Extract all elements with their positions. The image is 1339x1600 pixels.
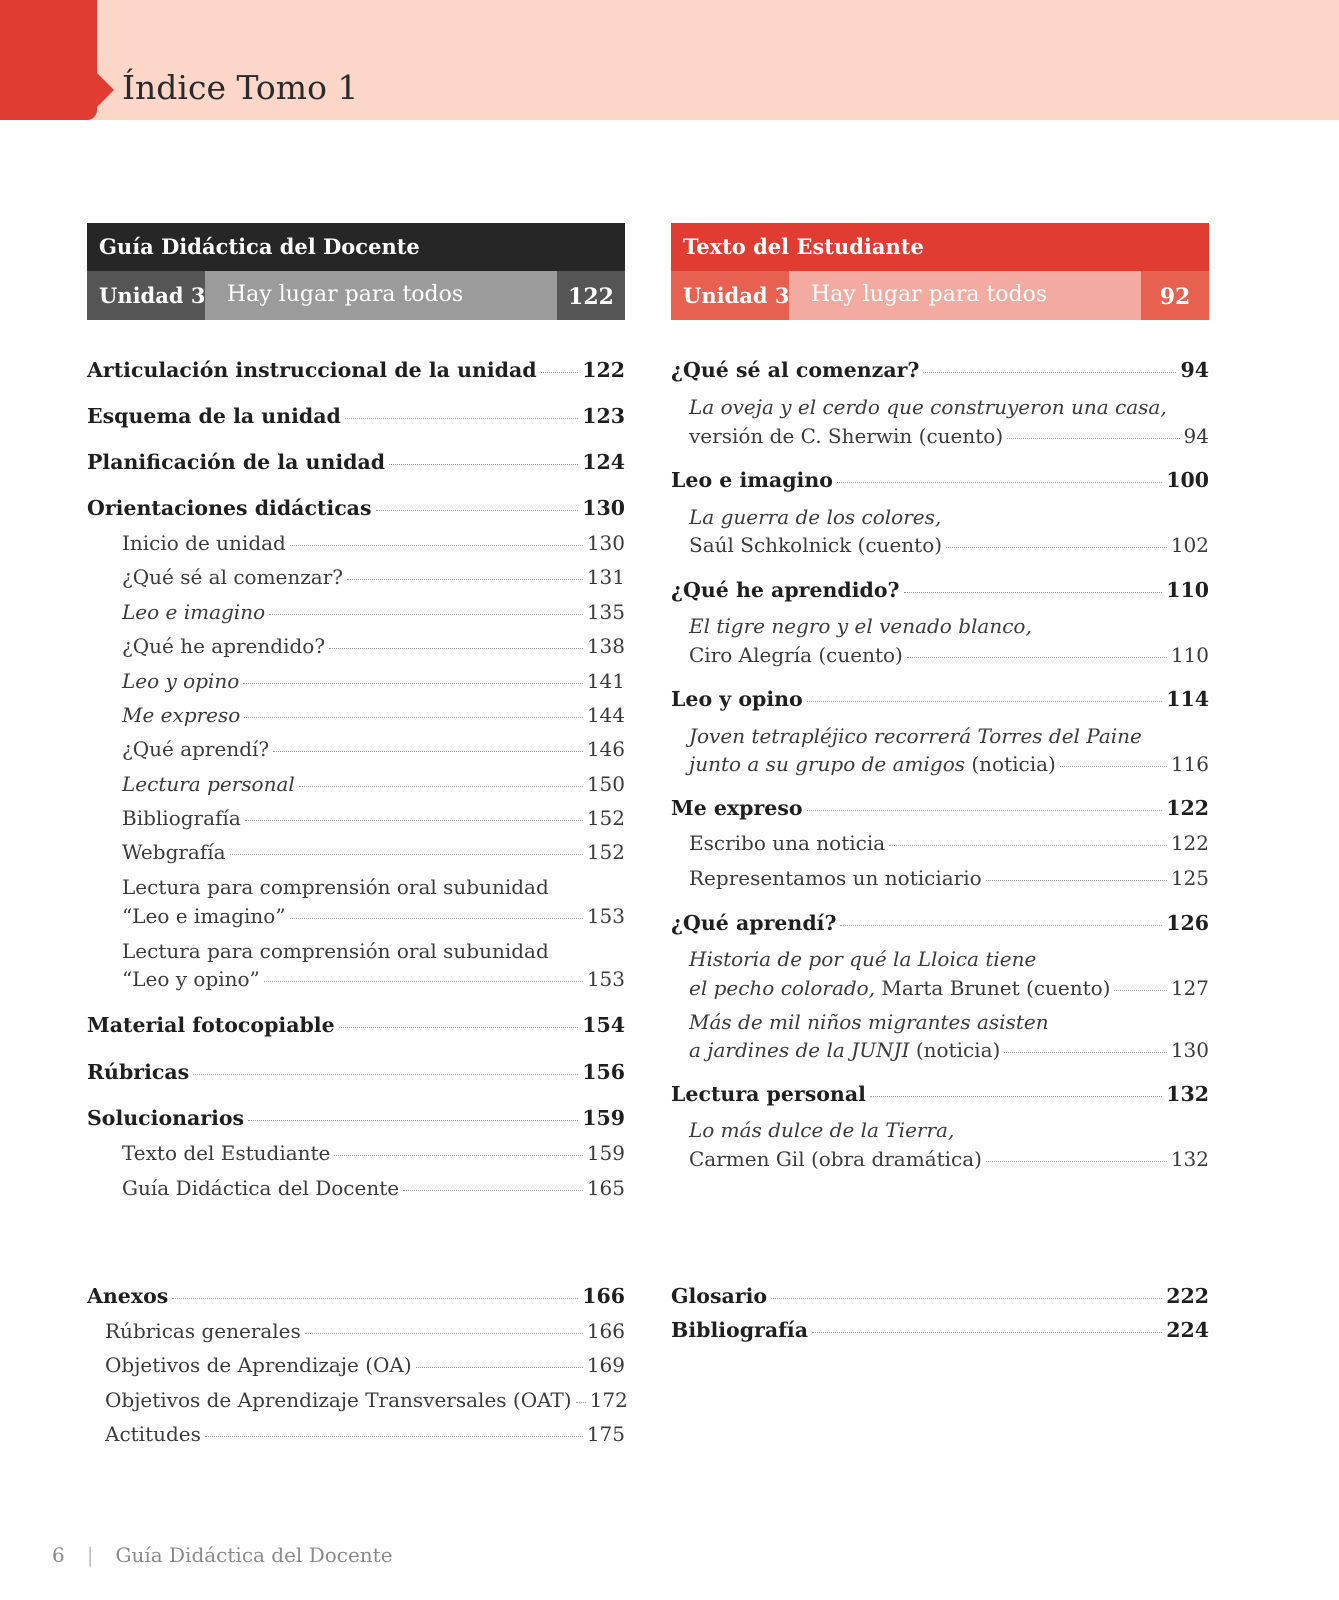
toc-entry-page: 165 bbox=[586, 1176, 625, 1200]
toc-entry-page: 110 bbox=[1170, 643, 1209, 667]
toc-entry-title: ¿Qué he aprendido? bbox=[671, 578, 900, 602]
toc-subentry[interactable] bbox=[689, 1147, 1209, 1171]
toc-leader bbox=[416, 1367, 583, 1368]
toc-entry-page: 116 bbox=[1170, 752, 1209, 776]
toc-entry-page: 126 bbox=[1166, 911, 1209, 935]
toc-entry-page: 125 bbox=[1170, 866, 1209, 890]
toc-entry-title-type: (noticia) bbox=[965, 752, 1056, 776]
toc-leader bbox=[230, 854, 583, 855]
toc-leader bbox=[347, 579, 583, 580]
toc-leader bbox=[376, 510, 579, 511]
toc-entry-title: Lectura personal bbox=[122, 772, 295, 796]
toc-subentry[interactable] bbox=[689, 831, 1209, 855]
toc-entry[interactable] bbox=[87, 1013, 625, 1037]
toc-subentry[interactable] bbox=[105, 1388, 628, 1412]
toc-subentry[interactable] bbox=[689, 866, 1209, 890]
toc-subentry-line1: Lo más dulce de la Tierra, bbox=[689, 1118, 955, 1142]
toc-subentry[interactable] bbox=[122, 904, 625, 928]
toc-entry[interactable] bbox=[671, 468, 1209, 492]
toc-entry[interactable] bbox=[87, 358, 625, 382]
toc-subentry[interactable] bbox=[122, 703, 625, 727]
toc-entry-title: Bibliografía bbox=[671, 1318, 809, 1342]
toc-leader bbox=[273, 751, 583, 752]
toc-entry-title: Anexos bbox=[87, 1284, 169, 1308]
toc-entry-title: ¿Qué aprendí? bbox=[122, 737, 270, 761]
toc-entry-page: 114 bbox=[1166, 687, 1209, 711]
toc-subentry[interactable] bbox=[689, 752, 1209, 776]
docente-unit-row bbox=[87, 271, 625, 320]
toc-entry-page: 141 bbox=[586, 669, 625, 693]
toc-leader bbox=[305, 1333, 583, 1334]
toc-leader bbox=[205, 1436, 583, 1437]
toc-subentry-line1: Lectura para comprensión oral subunidad bbox=[122, 875, 549, 899]
toc-entry-title-italic: a jardines de la JUNJI bbox=[689, 1038, 910, 1062]
toc-entry-title: Glosario bbox=[671, 1284, 768, 1308]
toc-entry-title: Material fotocopiable bbox=[87, 1013, 335, 1037]
toc-subentry[interactable] bbox=[122, 772, 625, 796]
toc-entry-page: 130 bbox=[586, 531, 625, 555]
toc-entry-title: Inicio de unidad bbox=[122, 531, 286, 555]
toc-entry-page: 159 bbox=[586, 1141, 625, 1165]
toc-entry[interactable] bbox=[671, 578, 1209, 602]
toc-subentry[interactable] bbox=[105, 1353, 625, 1377]
toc-subentry[interactable] bbox=[122, 1176, 625, 1200]
toc-leader bbox=[807, 810, 1163, 811]
toc-entry-title: Lectura personal bbox=[671, 1082, 866, 1106]
toc-entry-page: 146 bbox=[586, 737, 625, 761]
toc-entry[interactable] bbox=[87, 496, 625, 520]
docente-unit-label: Unidad 3 bbox=[87, 271, 205, 320]
toc-leader bbox=[946, 547, 1167, 548]
toc-entry-page: 127 bbox=[1170, 976, 1209, 1000]
toc-subentry[interactable] bbox=[122, 1141, 625, 1165]
toc-entry-page: 110 bbox=[1166, 578, 1209, 602]
toc-subentry[interactable] bbox=[689, 533, 1209, 557]
toc-leader bbox=[1007, 438, 1179, 439]
toc-leader bbox=[1114, 990, 1166, 991]
toc-entry-title: ¿Qué sé al comenzar? bbox=[122, 565, 343, 589]
toc-leader bbox=[244, 717, 583, 718]
toc-entry-title: Representamos un noticiario bbox=[689, 866, 982, 890]
toc-entry-title: Esquema de la unidad bbox=[87, 404, 341, 428]
toc-entry-title: Rúbricas generales bbox=[105, 1319, 301, 1343]
toc-entry-title: Escribo una noticia bbox=[689, 831, 886, 855]
toc-entry-title: Carmen Gil (obra dramática) bbox=[689, 1147, 982, 1171]
toc-subentry[interactable] bbox=[105, 1319, 625, 1343]
toc-entry-title-type: (noticia) bbox=[909, 1038, 1001, 1062]
toc-entry-title bbox=[689, 752, 1056, 776]
toc-entry-title: Leo e imagino bbox=[122, 600, 266, 624]
estudiante-unit-page: 92 bbox=[1141, 271, 1209, 320]
toc-entry-title: Planificación de la unidad bbox=[87, 450, 386, 474]
toc-entry-page: 159 bbox=[582, 1106, 625, 1130]
toc-entry-page: 166 bbox=[582, 1284, 625, 1308]
page-title: Índice Tomo 1 bbox=[122, 68, 359, 107]
toc-subentry-line1: La oveja y el cerdo que construyeron una casa, bbox=[689, 395, 1167, 419]
toc-entry-page: 224 bbox=[1166, 1318, 1209, 1342]
toc-entry-title: Me expreso bbox=[671, 796, 803, 820]
toc-subentry[interactable] bbox=[122, 600, 625, 624]
toc-entry-title-type: Marta Brunet (cuento) bbox=[875, 976, 1111, 1000]
toc-subentry[interactable] bbox=[122, 967, 625, 991]
toc-subentry[interactable] bbox=[122, 806, 625, 830]
toc-entry-title: Objetivos de Aprendizaje (OA) bbox=[105, 1353, 412, 1377]
toc-subentry-line1: La guerra de los colores, bbox=[689, 505, 942, 529]
toc-subentry[interactable] bbox=[122, 531, 625, 555]
toc-leader bbox=[576, 1402, 586, 1403]
toc-leader bbox=[907, 657, 1167, 658]
toc-entry-page: 166 bbox=[586, 1319, 625, 1343]
toc-subentry[interactable] bbox=[122, 634, 625, 658]
top-banner bbox=[0, 0, 1339, 120]
toc-entry-title: Articulación instruccional de la unidad bbox=[87, 358, 537, 382]
toc-entry[interactable] bbox=[87, 404, 625, 428]
toc-entry-page: 175 bbox=[586, 1422, 625, 1446]
toc-entry-title: Objetivos de Aprendizaje Transversales (OAT) bbox=[105, 1388, 572, 1412]
toc-entry-page: 100 bbox=[1166, 468, 1209, 492]
toc-leader bbox=[345, 418, 578, 419]
toc-entry-title: Texto del Estudiante bbox=[122, 1141, 331, 1165]
toc-entry-title: Rúbricas bbox=[87, 1060, 190, 1084]
toc-subentry-line1: El tigre negro y el venado blanco, bbox=[689, 614, 1032, 638]
toc-entry-title: Webgrafía bbox=[122, 840, 226, 864]
toc-entry-page: 172 bbox=[589, 1388, 628, 1412]
toc-entry-title: “Leo y opino” bbox=[122, 967, 260, 991]
toc-leader bbox=[172, 1298, 578, 1299]
toc-entry[interactable] bbox=[671, 1082, 1209, 1106]
toc-entry-title-italic: junto a su grupo de amigos bbox=[689, 752, 966, 776]
toc-entry-page: 153 bbox=[586, 904, 625, 928]
toc-entry-page: 222 bbox=[1166, 1284, 1209, 1308]
toc-leader bbox=[812, 1332, 1162, 1333]
toc-leader bbox=[403, 1190, 583, 1191]
estudiante-header-title: Texto del Estudiante bbox=[671, 223, 1209, 271]
toc-entry-page: 130 bbox=[582, 496, 625, 520]
toc-leader bbox=[243, 683, 582, 684]
toc-leader bbox=[334, 1155, 582, 1156]
toc-subentry-line1: Más de mil niños migrantes asisten bbox=[689, 1010, 1049, 1034]
toc-entry[interactable] bbox=[671, 358, 1209, 382]
toc-entry-title bbox=[689, 1038, 1000, 1062]
toc-entry[interactable] bbox=[87, 1284, 625, 1308]
toc-leader bbox=[986, 1161, 1167, 1162]
toc-entry-page: 132 bbox=[1170, 1147, 1209, 1171]
footer-book-title: Guía Didáctica del Docente bbox=[115, 1543, 393, 1567]
toc-subentry[interactable] bbox=[689, 643, 1209, 667]
toc-entry-page: 123 bbox=[582, 404, 625, 428]
footer-page-number: 6 bbox=[52, 1543, 65, 1567]
toc-leader bbox=[870, 1096, 1162, 1097]
banner-arrow-icon bbox=[97, 73, 114, 107]
toc-entry-title: versión de C. Sherwin (cuento) bbox=[689, 424, 1004, 448]
toc-entry-page: 124 bbox=[582, 450, 625, 474]
toc-entry-page: 156 bbox=[582, 1060, 625, 1084]
toc-entry-page: 130 bbox=[1170, 1038, 1209, 1062]
estudiante-header bbox=[671, 223, 1209, 320]
toc-subentry-line1: Historia de por qué la Lloica tiene bbox=[689, 947, 1037, 971]
toc-entry[interactable] bbox=[671, 1318, 1209, 1342]
toc-subentry-line1: Lectura para comprensión oral subunidad bbox=[122, 939, 549, 963]
toc-entry[interactable] bbox=[671, 796, 1209, 820]
toc-subentry[interactable] bbox=[105, 1422, 625, 1446]
toc-entry[interactable] bbox=[671, 911, 1209, 935]
toc-subentry[interactable] bbox=[122, 840, 625, 864]
docente-header bbox=[87, 223, 625, 320]
toc-entry-title: Leo e imagino bbox=[671, 468, 833, 492]
toc-entry-title: Leo y opino bbox=[671, 687, 803, 711]
toc-entry-page: 152 bbox=[586, 840, 625, 864]
toc-entry[interactable] bbox=[671, 687, 1209, 711]
toc-entry-title: Solucionarios bbox=[87, 1106, 245, 1130]
toc-subentry[interactable] bbox=[689, 424, 1209, 448]
toc-entry-page: 135 bbox=[586, 600, 625, 624]
toc-entry-title-italic: el pecho colorado, bbox=[689, 976, 876, 1000]
toc-leader bbox=[986, 880, 1167, 881]
toc-subentry[interactable] bbox=[689, 976, 1209, 1000]
toc-leader bbox=[771, 1298, 1162, 1299]
page-footer bbox=[52, 1543, 393, 1567]
toc-leader bbox=[290, 545, 583, 546]
estudiante-unit-label: Unidad 3 bbox=[671, 271, 789, 320]
toc-entry-title: ¿Qué aprendí? bbox=[671, 911, 837, 935]
toc-leader bbox=[193, 1074, 578, 1075]
toc-entry-page: 122 bbox=[582, 358, 625, 382]
toc-entry-page: 169 bbox=[586, 1353, 625, 1377]
toc-entry-page: 122 bbox=[1170, 831, 1209, 855]
toc-leader bbox=[329, 648, 583, 649]
toc-subentry[interactable] bbox=[122, 669, 625, 693]
toc-entry-title: Bibliografía bbox=[122, 806, 241, 830]
toc-entry[interactable] bbox=[87, 450, 625, 474]
toc-entry-page: 122 bbox=[1166, 796, 1209, 820]
docente-unit-name: Hay lugar para todos bbox=[205, 271, 557, 320]
toc-subentry[interactable] bbox=[689, 1038, 1209, 1062]
toc-entry-title: Orientaciones didácticas bbox=[87, 496, 372, 520]
toc-subentry[interactable] bbox=[122, 737, 625, 761]
toc-entry-title bbox=[689, 976, 1110, 1000]
toc-entry-title: Saúl Schkolnick (cuento) bbox=[689, 533, 943, 557]
toc-entry-page: 150 bbox=[586, 772, 625, 796]
toc-entry-title: Ciro Alegría (cuento) bbox=[689, 643, 903, 667]
toc-subentry[interactable] bbox=[122, 565, 625, 589]
toc-leader bbox=[339, 1027, 579, 1028]
toc-entry-page: 131 bbox=[586, 565, 625, 589]
toc-entry-page: 144 bbox=[586, 703, 625, 727]
toc-entry-title: Me expreso bbox=[122, 703, 241, 727]
toc-leader bbox=[923, 372, 1176, 373]
toc-entry-page: 153 bbox=[586, 967, 625, 991]
docente-header-title: Guía Didáctica del Docente bbox=[87, 223, 625, 271]
banner-tab bbox=[0, 0, 97, 120]
toc-leader bbox=[269, 614, 583, 615]
toc-entry-page: 132 bbox=[1166, 1082, 1209, 1106]
toc-entry-page: 138 bbox=[586, 634, 625, 658]
footer-separator: | bbox=[86, 1543, 94, 1567]
toc-entry-page: 94 bbox=[1180, 358, 1209, 382]
toc-leader bbox=[299, 786, 583, 787]
toc-entry[interactable] bbox=[87, 1060, 625, 1084]
toc-entry-title: Leo y opino bbox=[122, 669, 240, 693]
toc-entry-title: ¿Qué sé al comenzar? bbox=[671, 358, 920, 382]
toc-entry-page: 102 bbox=[1170, 533, 1209, 557]
toc-subentry-line1: Joven tetrapléjico recorrerá Torres del Paine bbox=[689, 724, 1142, 748]
toc-leader bbox=[807, 701, 1163, 702]
estudiante-unit-row bbox=[671, 271, 1209, 320]
toc-leader bbox=[389, 464, 578, 465]
toc-leader bbox=[904, 592, 1163, 593]
toc-entry-page: 152 bbox=[586, 806, 625, 830]
toc-entry-title: “Leo e imagino” bbox=[122, 904, 286, 928]
toc-leader bbox=[840, 925, 1162, 926]
toc-leader bbox=[1060, 766, 1167, 767]
toc-leader bbox=[245, 820, 583, 821]
toc-entry-page: 94 bbox=[1183, 424, 1209, 448]
toc-entry-title: Actitudes bbox=[105, 1422, 201, 1446]
toc-entry-title: ¿Qué he aprendido? bbox=[122, 634, 326, 658]
toc-leader bbox=[248, 1120, 578, 1121]
toc-leader bbox=[264, 981, 583, 982]
toc-leader bbox=[1004, 1052, 1167, 1053]
toc-entry-page: 154 bbox=[582, 1013, 625, 1037]
toc-entry-title: Guía Didáctica del Docente bbox=[122, 1176, 400, 1200]
toc-entry[interactable] bbox=[671, 1284, 1209, 1308]
toc-entry[interactable] bbox=[87, 1106, 625, 1130]
toc-leader bbox=[290, 918, 583, 919]
toc-leader bbox=[541, 372, 579, 373]
estudiante-unit-name: Hay lugar para todos bbox=[789, 271, 1141, 320]
docente-unit-page: 122 bbox=[557, 271, 625, 320]
toc-leader bbox=[889, 845, 1167, 846]
toc-leader bbox=[837, 482, 1162, 483]
